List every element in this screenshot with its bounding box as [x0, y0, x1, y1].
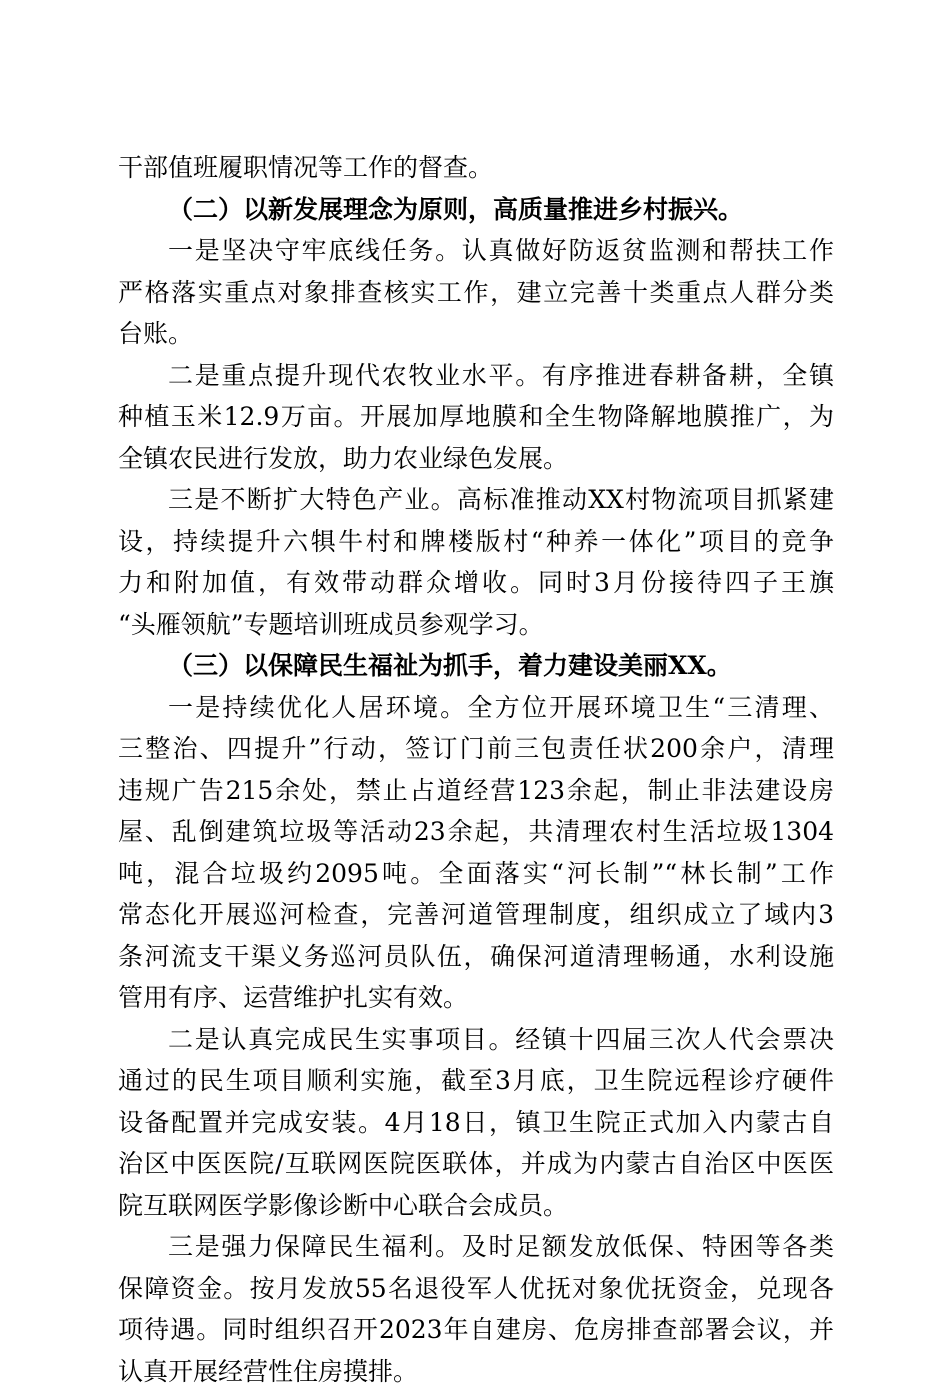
paragraph-line: 三是不断扩大特色产业。高标准推动XX村物流项目抓紧建 — [118, 479, 834, 521]
paragraph-line: 三整治、四提升”行动，签订门前三包责任状200余户，清理 — [118, 728, 834, 770]
paragraph-line: 二是认真完成民生实事项目。经镇十四届三次人代会票决 — [118, 1019, 834, 1061]
paragraph-line: 台账。 — [118, 313, 834, 355]
paragraph-line: 干部值班履职情况等工作的督查。 — [118, 147, 834, 189]
paragraph-line: 条河流支干渠义务巡河员队伍，确保河道清理畅通，水利设施 — [118, 936, 834, 978]
paragraph-line: 力和附加值，有效带动群众增收。同时3月份接待四子王旗 — [118, 562, 834, 604]
paragraph-line: 管用有序、运营维护扎实有效。 — [118, 977, 834, 1019]
paragraph-line: 一是坚决守牢底线任务。认真做好防返贫监测和帮扶工作 — [118, 230, 834, 272]
paragraph-line: 三是强力保障民生福利。及时足额发放低保、特困等各类 — [118, 1226, 834, 1268]
paragraph-line: 种植玉米12.9万亩。开展加厚地膜和全生物降解地膜推广，为 — [118, 396, 834, 438]
paragraph-line: 通过的民生项目顺利实施，截至3月底，卫生院远程诊疗硬件 — [118, 1060, 834, 1102]
paragraph-line: 严格落实重点对象排查核实工作，建立完善十类重点人群分类 — [118, 272, 834, 314]
paragraph-line: 全镇农民进行发放，助力农业绿色发展。 — [118, 438, 834, 480]
paragraph-line: 一是持续优化人居环境。全方位开展环境卫生“三清理、 — [118, 687, 834, 729]
paragraph-line: 院互联网医学影像诊断中心联合会成员。 — [118, 1185, 834, 1227]
paragraph-line: 二是重点提升现代农牧业水平。有序推进春耕备耕，全镇 — [118, 355, 834, 397]
paragraph-line: 常态化开展巡河检查，完善河道管理制度，组织成立了域内3 — [118, 894, 834, 936]
paragraph-line: 保障资金。按月发放55名退役军人优抚对象优抚资金，兑现各 — [118, 1268, 834, 1310]
section-heading: （三）以保障民生福祉为抓手，着力建设美丽XX。 — [118, 645, 834, 687]
paragraph-line: 治区中医医院/互联网医院医联体，并成为内蒙古自治区中医医 — [118, 1143, 834, 1185]
document-page — [118, 147, 834, 1392]
paragraph-line: 设备配置并完成安装。4月18日，镇卫生院正式加入内蒙古自 — [118, 1102, 834, 1144]
paragraph-line: 项待遇。同时组织召开2023年自建房、危房排查部署会议，并 — [118, 1309, 834, 1351]
paragraph-line: 吨，混合垃圾约2095吨。全面落实“河长制”“林长制”工作 — [118, 853, 834, 895]
paragraph-line: “头雁领航”专题培训班成员参观学习。 — [118, 604, 834, 646]
section-heading: （二）以新发展理念为原则，高质量推进乡村振兴。 — [118, 189, 834, 231]
paragraph-line: 设，持续提升六犋牛村和牌楼版村“种养一体化”项目的竞争 — [118, 521, 834, 563]
paragraph-line: 认真开展经营性住房摸排。 — [118, 1351, 834, 1392]
paragraph-line: 违规广告215余处，禁止占道经营123余起，制止非法建设房 — [118, 770, 834, 812]
paragraph-line: 屋、乱倒建筑垃圾等活动23余起，共清理农村生活垃圾1304 — [118, 811, 834, 853]
